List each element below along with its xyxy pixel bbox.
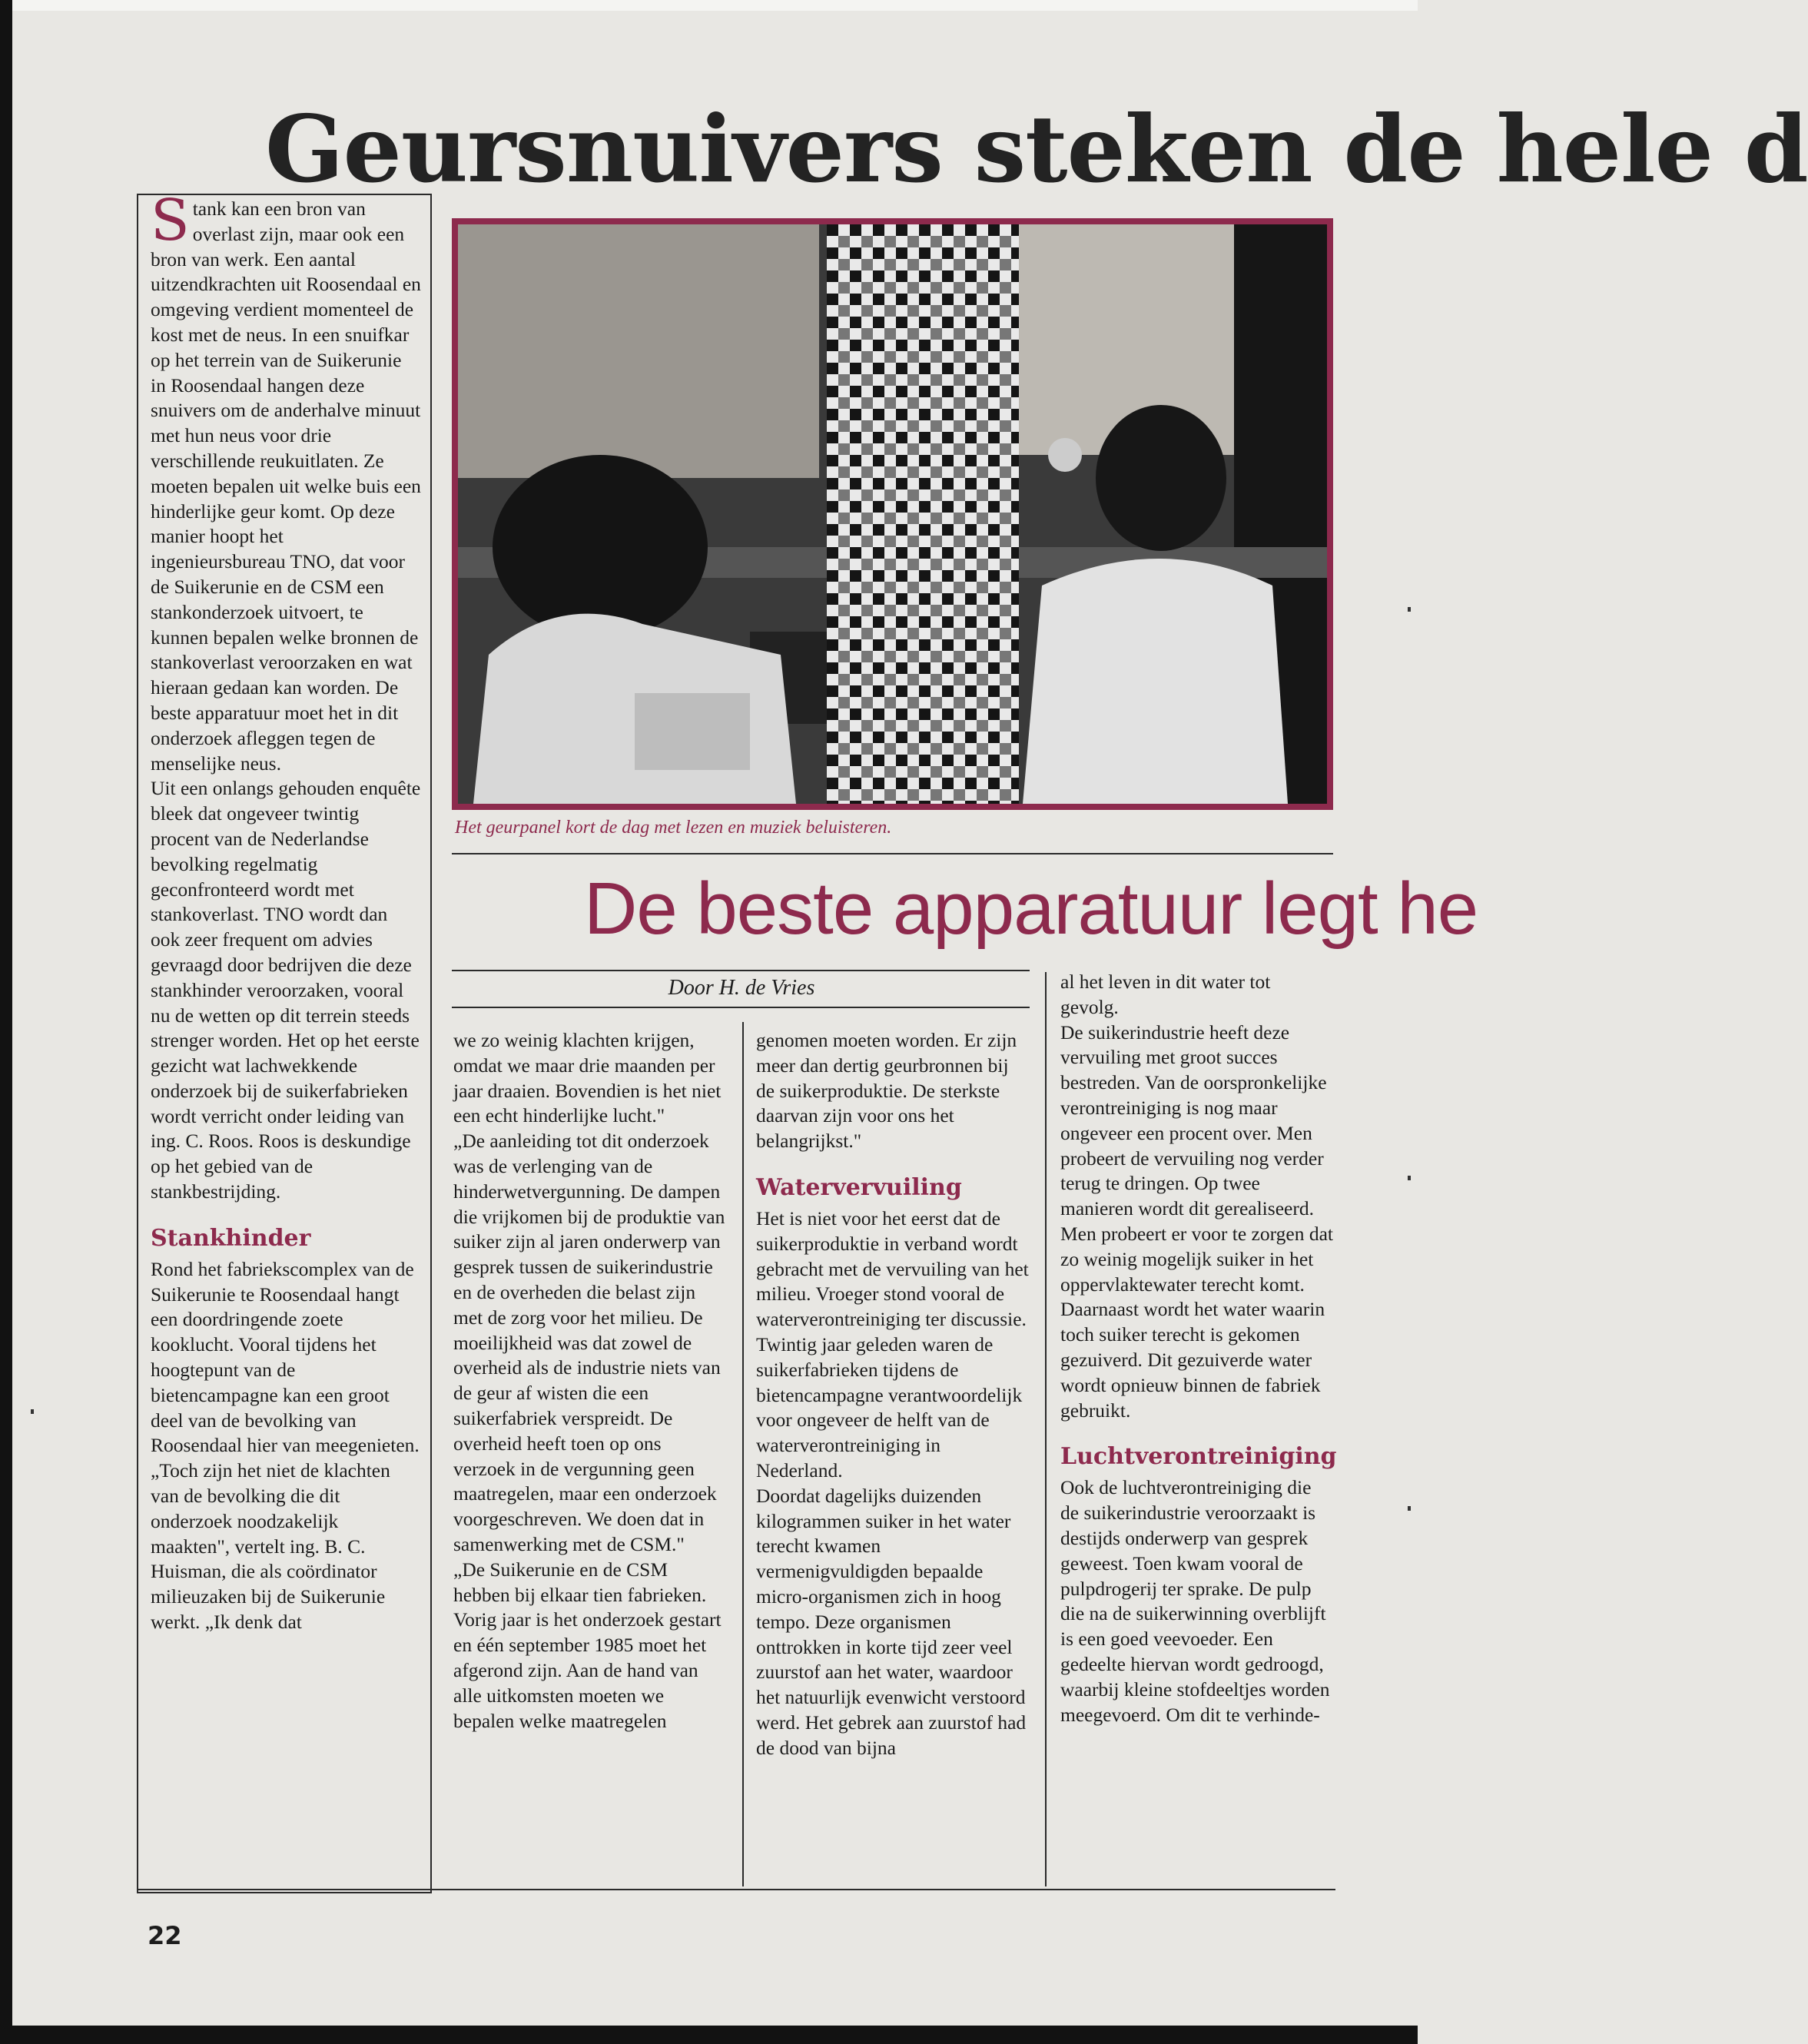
column-divider	[742, 1022, 744, 1886]
article-headline: Geursnuivers steken de hele d	[265, 95, 1808, 204]
photo-frame	[452, 218, 1333, 810]
paragraph: we zo weinig klachten krijgen, omdat we maar drie maanden per jaar draaien. Bovendien is het niet een echt hinderlijke lucht."	[453, 1029, 722, 1127]
margin-mark	[31, 1409, 34, 1414]
scan-edge-top	[0, 0, 1418, 11]
paragraph: Doordat dagelijks duizenden kilogrammen suiker in het water terecht kwamen vermenigvuldigden bepaalde micro-organismen zich in hoog tempo. Deze organismen onttrokken in korte tijd zeer veel zuurstof aan het water, waardoor het natuurlijk evenwicht verstoord werd. Het gebrek aan zuurstof had de dood van bijna	[756, 1484, 1027, 1759]
person-right-head	[1096, 405, 1226, 551]
photo-geurpanel	[458, 224, 1327, 804]
paragraph: De suikerindustrie heeft deze vervuiling met groot succes bestreden. Van de oorspronkelijke verontreiniging is nog maar ongeveer een procent over. Men probeert de vervuiling nog verder terug te dringen. Op twee manieren wordt dit gerealiseerd. Men probeert er voor te zorgen dat zo weinig mogelijk suiker in het oppervlaktewater terecht komt. Daarnaast wordt het water waarin toch suiker terecht is gekomen gezuiverd. Dit gezuiverde water wordt opnieuw binnen de fabriek gebruikt.	[1060, 1020, 1333, 1422]
subtitle-headline: De beste apparatuur legt he	[584, 868, 1478, 950]
person-right-body	[1023, 559, 1288, 804]
person-left-head	[493, 455, 708, 639]
byline: Door H. de Vries	[668, 976, 815, 1000]
drop-cap: S	[151, 187, 190, 254]
caption-rule	[452, 853, 1333, 854]
intro-paragraph	[151, 187, 421, 776]
column-4	[1060, 970, 1337, 1888]
scan-edge-bottom	[0, 2026, 1418, 2044]
column-divider	[1045, 972, 1047, 1886]
paragraph: al het leven in dit water tot gevolg.	[1060, 971, 1271, 1018]
paragraph: Ook de luchtverontreiniging die de suikerindustrie veroorzaakt is destijds onderwerp van gesprek geweest. Toen kwam vooral de pulpdrogerij ter sprake. De pulp die na de suikerwinning overblijft is een goed veevoeder. Een gedeelte hiervan wordt gedroogd, waarbij kleine stofdeeltjes worden meegevoerd. Om dit te verhinde-	[1060, 1476, 1330, 1726]
column-3	[756, 1028, 1029, 1889]
margin-mark	[1408, 607, 1411, 612]
subhead-stankhinder: Stankhinder	[151, 1224, 311, 1252]
paragraph: Uit een onlangs gehouden enquête bleek dat ongeveer twintig procent van de Nederlandse bevolking regelmatig geconfronteerd wordt met stankoverlast. TNO wordt dan ook zeer frequent om advies gevraagd door bedrijven die deze stankhinder veroorzaken, vooral nu de wetten op dit terrein steeds strenger worden. Het op het eerste gezicht wat lachwekkende onderzoek bij de suikerfabrieken wordt verricht onder leiding van ing. C. Roos. Roos is deskundige op het gebied van de stankbestrijding.	[151, 777, 421, 1203]
byline-rule-top	[452, 970, 1030, 971]
intro-text: tank kan een bron van overlast zijn, maar ook een bron van werk. Een aantal uitzendkrachten uit Roosendaal en omgeving verdient momenteel de kost met de neus. In een snuifkar op het terrein van de Suikerunie in Roosendaal hangen deze snuivers om de anderhalve minuut met hun neus voor drie verschillende reukuitlaten. Ze moeten bepalen uit welke buis een hinderlijke geur komt. Op deze manier hoopt het ingenieursbureau TNO, dat voor de Suikerunie en de CSM een stankonderzoek uitvoert, te kunnen bepalen welke bronnen de stankoverlast veroorzaken en wat hieraan gedaan kan worden. De beste apparatuur moet het in dit onderzoek afleggen tegen de menselijke neus.	[151, 197, 421, 775]
photo-caption: Het geurpanel kort de dag met lezen en muziek beluisteren.	[455, 818, 892, 838]
paragraph: „De Suikerunie en de CSM hebben bij elkaar tien fabrieken. Vorig jaar is het onderzoek gestart en één september 1985 moet het afgerond zijn. Aan de hand van alle uitkomsten moeten we bepalen welke maatregelen	[453, 1558, 722, 1732]
subhead-watervervuiling: Watervervuiling	[756, 1173, 962, 1201]
byline-rule-bottom	[452, 1007, 1030, 1008]
wall-panel-left	[458, 224, 819, 478]
checkered-curtain	[827, 224, 1019, 804]
paragraph: genomen moeten worden. Er zijn meer dan dertig geurbronnen bij de suikerproduktie. De sterkste daarvan zijn voor ons het belangrijkst."	[756, 1029, 1017, 1153]
paragraph: Rond het fabriekscomplex van de Suikerunie te Roosendaal hangt een doordringende zoete kooklucht. Vooral tijdens het hoogtepunt van de bietencampagne kan een groot deel van de bevolking van Roosendaal hier van meegenieten. „Toch zijn het niet de klachten van de bevolking die dit onderzoek noodzakelijk maakten", vertelt ing. B. C. Huisman, die als coördinator milieuzaken bij de Suikerunie werkt. „Ik denk dat	[151, 1257, 420, 1634]
scan-edge-left	[0, 0, 12, 2044]
column-2	[453, 1028, 726, 1889]
column-1	[151, 187, 421, 1887]
bottom-rule	[137, 1889, 1335, 1890]
margin-mark	[1408, 1176, 1411, 1180]
margin-mark	[1408, 1506, 1411, 1511]
page-number: 22	[148, 1921, 182, 1950]
radio-dial	[1048, 438, 1082, 472]
paragraph: „De aanleiding tot dit onderzoek was de verlenging van de hinderwetvergunning. De dampen die vrijkomen bij de produktie van suiker zijn al jaren onderwerp van gesprek tussen de suikerindustrie en de overheden die belast zijn met de zorg voor het milieu. De moeilijkheid was dat zowel de overheid als de industrie niets van de geur af wisten die een suikerfabriek verspreidt. De overheid heeft toen op ons verzoek in de vergunning geen maatregelen, maar een onderzoek voorgeschreven. We doen dat in samenwerking met de CSM."	[453, 1130, 725, 1555]
paragraph: Het is niet voor het eerst dat de suikerproduktie in verband wordt gebracht met de vervuiling van het milieu. Vroeger stond vooral de waterverontreiniging ter discussie. Twintig jaar geleden waren de suikerfabrieken tijdens de bietencampagne verantwoordelijk voor ongeveer de helft van de waterverontreiniging in Nederland.	[756, 1206, 1029, 1482]
subhead-luchtverontreiniging: Luchtverontreiniging	[1060, 1443, 1337, 1471]
magazine	[635, 693, 750, 770]
